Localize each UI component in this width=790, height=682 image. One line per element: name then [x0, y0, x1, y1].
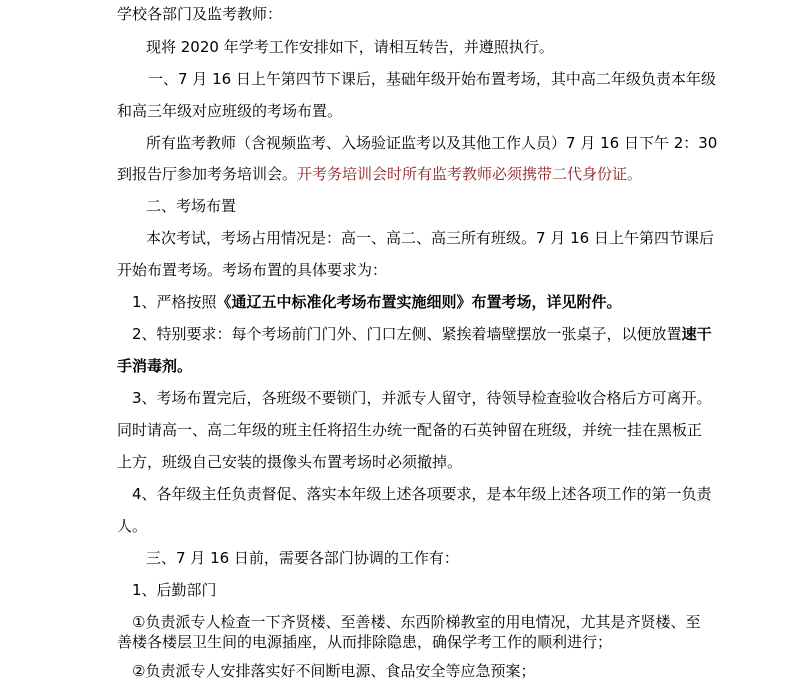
paragraph-2-text: 到报告厅参加考务培训会。 — [117, 165, 298, 183]
item-2-line-2: 手消毒剂。 — [117, 357, 193, 375]
intro-paragraph: 现将 2020 年学考工作安排如下，请相互转告，并遵照执行。 — [146, 38, 554, 56]
item-1-prefix: 1、严格按照 — [132, 293, 217, 311]
section-2-line-2: 开始布置考场。考场布置的具体要求为： — [117, 261, 388, 279]
section-2-heading: 二、考场布置 — [146, 197, 237, 215]
paragraph-2-line-2 — [117, 163, 642, 185]
clause-1-line-2: 善楼各楼层卫生间的电源插座，从而排除隐患，确保学考工作的顺利进行； — [117, 633, 613, 651]
item-2-bold-text: 速干 — [681, 325, 712, 343]
id-card-notice: 开考务培训会时所有监考教师必须携带二代身份证。 — [297, 165, 643, 183]
item-2-text: 2、特别要求：每个考场前门门外、门口左侧、紧挨着墙壁摆放一张桌子，以便放置 — [132, 325, 682, 343]
section-3-heading: 三、7 月 16 日前，需要各部门协调的工作有： — [146, 549, 459, 567]
item-3-line-3: 上方，班级自己安装的摄像头布置考场时必须撤掉。 — [117, 453, 463, 471]
salutation: 学校各部门及监考教师： — [117, 5, 283, 23]
subsection-1-heading: 1、后勤部门 — [132, 581, 217, 599]
paragraph-1-line-2: 和高三年级对应班级的考场布置。 — [117, 102, 343, 120]
item-4-line-1: 4、各年级主任负责督促、落实本年级上述各项要求，是本年级上述各项工作的第一负责 — [132, 485, 712, 503]
clause-2-line-1: ②负责派专人安排落实好不间断电源、食品安全等应急预案； — [132, 662, 536, 680]
paragraph-1-line-1: 一、7 月 16 日上午第四节下课后，基础年级开始布置考场，其中高二年级负责本年级 — [148, 70, 716, 88]
item-3-line-2: 同时请高一、高二年级的班主任将招生办统一配备的石英钟留在班级，并统一挂在黑板正 — [117, 421, 703, 439]
clause-1-line-1: ①负责派专人检查一下齐贤楼、至善楼、东西阶梯教室的用电情况，尤其是齐贤楼、至 — [132, 613, 701, 631]
item-1 — [132, 291, 622, 313]
item-4-line-2: 人。 — [117, 517, 148, 535]
item-1-bold-text: 《通辽五中标准化考场布置实施细则》布置考场，详见附件。 — [216, 293, 622, 311]
paragraph-2-line-1: 所有监考教师（含视频监考、入场验证监考以及其他工作人员）7 月 16 日下午 2：30 — [146, 134, 718, 152]
item-3-line-1: 3、考场布置完后，各班级不要锁门，并派专人留守，待领导检查验收合格后方可离开。 — [132, 389, 712, 407]
item-2-line-1 — [132, 323, 712, 345]
section-2-line-1: 本次考试，考场占用情况是：高一、高二、高三所有班级。7 月 16 日上午第四节课后 — [146, 229, 714, 247]
